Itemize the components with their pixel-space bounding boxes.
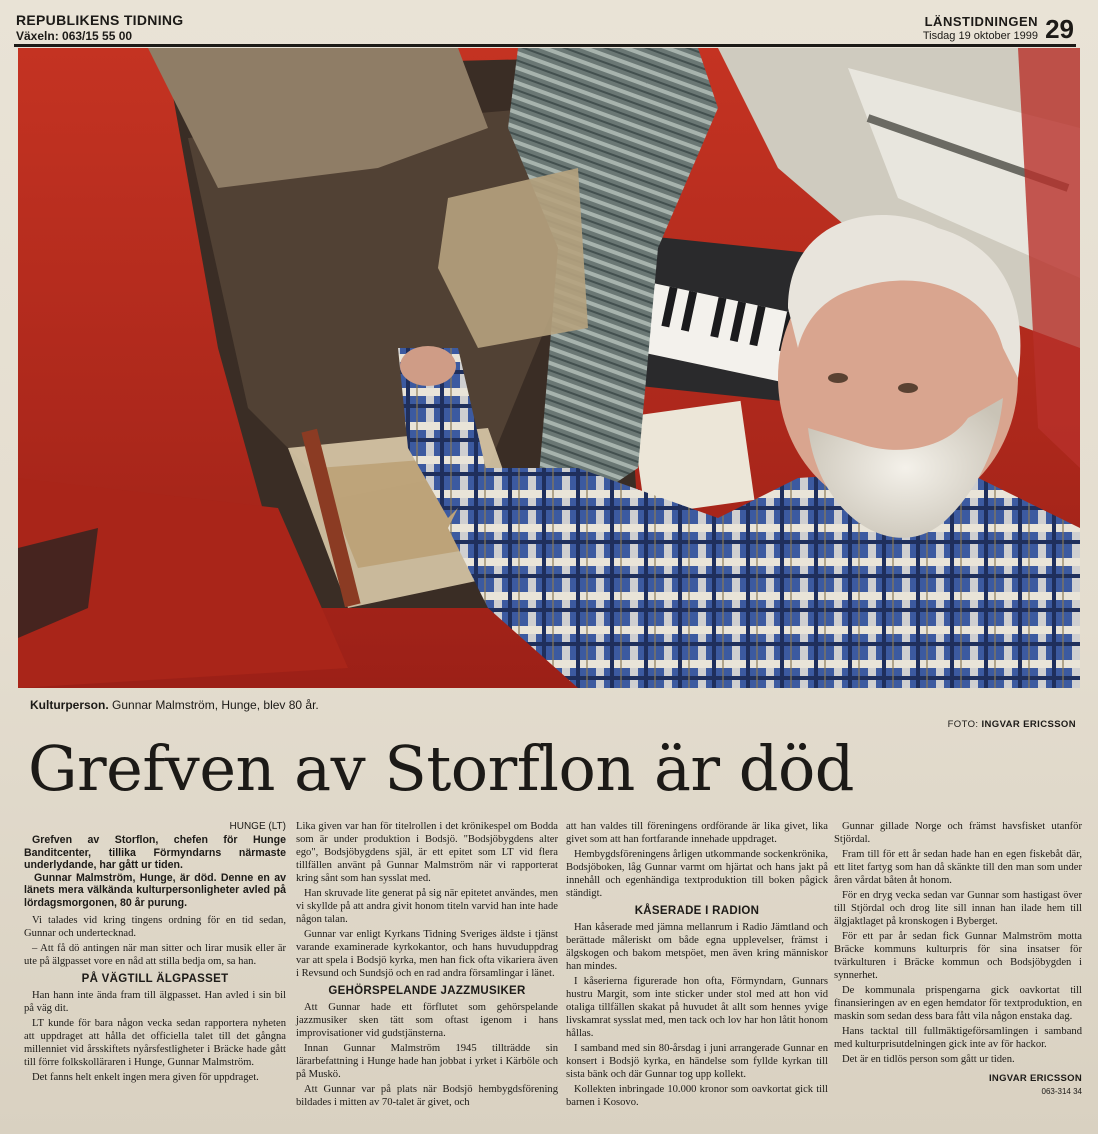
byline: INGVAR ERICSSON [988,1073,1082,1084]
lead-paragraph: Gunnar Malmström, Hunge, är död. Denne en av länets mera välkända kulturpersonligheter avled på lördagsmorgonen, 80 år purung. [24,871,286,909]
body-paragraph: Kollekten inbringade 10.000 kronor som oavkortat gick till barnen i Kosovo. [566,1084,828,1108]
body-paragraph: Han skruvade lite generat på sig när epitetet användes, men vi skyllde på att andra givit honom titeln varvid han inte hade någon talan. [296,888,558,925]
photo-credit [948,719,1076,730]
body-paragraph: Lika given var han för titelrollen i det krönikespel om Bodda som är under produktion i Bodsjö. "Bodsjöbygdens alter ego", Bodsjöbygdens själ, är ett epitet som LT vid flera tillfällen använt på Gunnar Malmström när vi rapporterat kring sånt som han sysslat med. [296,821,558,884]
article-column-4 [834,820,1082,1098]
issue-date: Tisdag 19 oktober 1999 [922,30,1038,42]
body-paragraph: Gunnar var enligt Kyrkans Tidning Sveriges äldste i tjänst varande examinerade kyrkokantor, och hans huvuduppdrag var att spela i Bodsjö kyrka, men han fick ofta vikariera även i Revsund och Sundsjö och en rad andra församlingar i länet. [296,929,558,979]
body-paragraph: Fram till för ett år sedan hade han en egen fiskebåt där, ett litet fartyg som han då skänkte till den man som under åren vårdat båten åt honom. [834,849,1082,886]
body-paragraph: Det fanns helt enkelt ingen mera given för uppdraget. [32,1071,259,1083]
body-paragraph: Hembygdsföreningens årligen utkommande sockenkrönika, Bodsjöboken, låg Gunnar varmt om hjärtat och hans jakt på innehåll och egenhändiga textproduktion till boken pågick ständigt. [566,849,828,899]
body-paragraph: – Att få dö antingen när man sitter och lirar musik eller är ute på älgpasset vore en nåd att stilla bedja om, sa han. [24,942,286,967]
dateline: HUNGE (LT) [229,821,286,832]
masthead-left [16,12,316,43]
body-paragraph: Innan Gunnar Malmström 1945 tillträdde sin lärarbefattning i Hunge hade han jobbat i yrket i Kärböle och på Muskö. [296,1043,558,1080]
subheading: GEHÖRSPELANDE JAZZMUSIKER [328,985,526,997]
body-paragraph: För en dryg vecka sedan var Gunnar som hastigast över till Stjördal och drog lite sill innan han ilade hem till älgjaktlaget på kronskogen i Byberget. [834,890,1082,927]
body-paragraph: Gunnar gillade Norge och främst havsfisket utanför Stjördal. [834,821,1082,845]
newspaper-name: REPUBLIKENS TIDNING [16,12,184,28]
masthead-rule [14,44,1076,47]
body-paragraph: Vi talades vid kring tingens ordning för en tid sedan, Gunnar och undertecknad. [24,914,286,939]
body-paragraph: Att Gunnar var på plats när Bodsjö hembygdsförening bildades i mitten av 70-talet är givet, och [296,1084,558,1108]
switchboard-phone: Växeln: 063/15 55 00 [16,29,133,43]
body-paragraph: De kommunala prispengarna gick oavkortat till finansieringen av en egen hemdator för textproduktion, en maskin som sedan dess bara fått vila någon enstaka dag. [834,985,1082,1022]
section-name: LÄNSTIDNINGEN [924,14,1038,29]
body-paragraph: Hans tacktal till fullmäktigeförsamlingen i samband med kulturprisutdelningen gick inte av för hackor. [834,1026,1082,1050]
credit-name: INGVAR ERICSSON [981,719,1076,730]
body-paragraph: Att Gunnar hade ett förflutet som gehörspelande jazzmusiker sken tätt som oftast igenom i hans improvisationer vid gudstjänsterna. [296,1002,558,1039]
byline-phone: 063-314 34 [1041,1087,1082,1096]
subheading: KÅSERADE I RADION [634,905,760,917]
headline: Grefven av Storflon är död [28,732,854,805]
article-photo [18,48,1080,688]
caption-label: Kulturperson. [30,698,109,712]
article-lead [24,834,286,910]
body-paragraph: Han hann inte ända fram till älgpasset. Han avled i sin bil på väg dit. [24,989,286,1014]
body-paragraph: Det är en tidlös person som gått ur tiden. [842,1054,1015,1065]
article-column-1 [24,820,286,1086]
photo-caption [30,698,319,712]
photo-illustration [18,48,1080,688]
credit-label: FOTO: [947,719,982,730]
body-paragraph: För ett par år sedan fick Gunnar Malmström motta Bräcke kommuns kulturpris för sina insatser för tvärkulturen i Bräcke kommun och Bodsjöbygden i synnerhet. [834,931,1082,981]
caption-text: Gunnar Malmström, Hunge, blev 80 år. [108,698,319,712]
body-paragraph: I kåserierna figurerade hon ofta, Förmyndarn, Gunnars hustru Margit, som inte sticker under stol med att hon vid otaliga tillfällen skakat på huvudet åt allt som hennes yvige livskamrat sysslat med, men tack och lov har hon låtit honom hållas. [566,976,828,1039]
masthead-right [923,14,1038,42]
article-column-2 [296,820,558,1111]
article-column-3 [566,820,828,1111]
body-paragraph: Han kåserade med jämna mellanrum i Radio Jämtland och berättade måleriskt om både egna upplevelser, främst i älgskogen och bakom metspöet, men även kring människor han mindes. [566,922,828,972]
lead-paragraph: Grefven av Storflon, chefen för Hunge Banditcenter, tillika Förmyndarns närmaste underlydande, har gått ur tiden. [24,834,286,872]
page-number: 29 [1045,14,1074,44]
subheading: PÅ VÄGTILL ÄLGPASSET [81,972,229,985]
body-paragraph: LT kunde för bara någon vecka sedan rapportera nyheten att uppdraget att hålla det officiella talet till det gångna millenniet vid årsskiftets nyårsfestligheter i Bräcke hade gått till förre folkskolläraren i Hunge, Gunnar Malmström. [24,1017,286,1068]
body-paragraph: I samband med sin 80-årsdag i juni arrangerade Gunnar en konsert i Bodsjö kyrka, en händelse som fyllde kyrkan till sista bänk och där Gunnar tog upp kollekt. [566,1043,828,1080]
body-paragraph: att han valdes till föreningens ordförande är lika givet, lika givet som att han fortfarande innehade uppdraget. [566,821,828,845]
